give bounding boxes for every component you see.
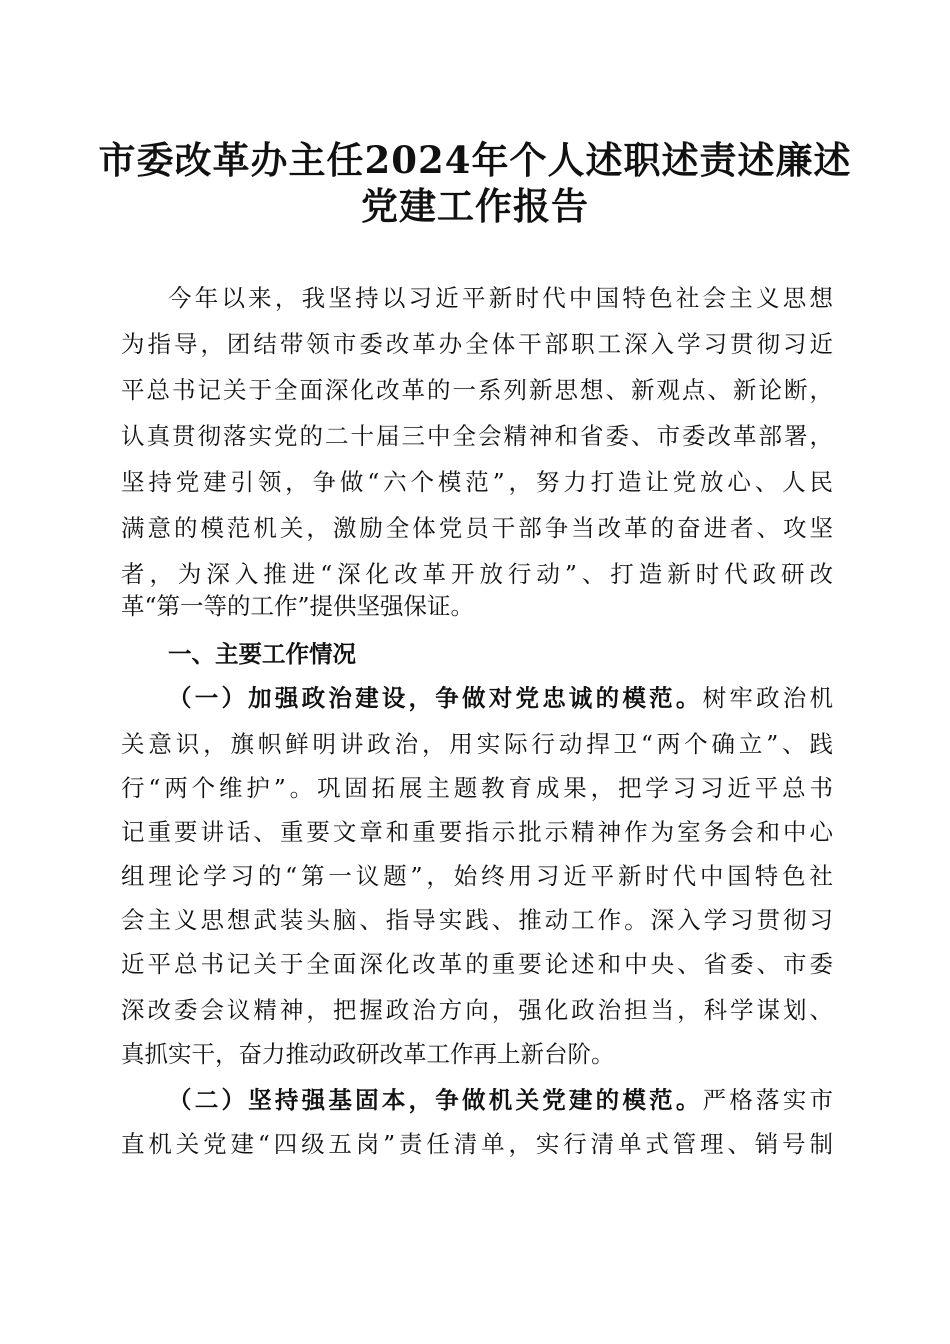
sub-1-heading: （一）加强政治建设，争做对党忠诚的模范。 xyxy=(168,684,703,712)
sub-2-line-2: 直机关党建“四级五岗”责任清单，实行清单式管理、销号制 xyxy=(121,1130,833,1158)
intro-line-7: 者，为深入推进“深化改革开放行动”、打造新时代政研改 xyxy=(121,560,833,588)
document-title-line-2: 党建工作报告 xyxy=(361,184,589,228)
intro-line-6: 满意的模范机关，激励全体党员干部争当改革的奋进者、攻坚 xyxy=(121,514,833,542)
sub-1-line-2: 关意识，旗帜鲜明讲政治，用实际行动捍卫“两个确立”、践 xyxy=(121,730,833,758)
intro-line-4: 认真贯彻落实党的二十届三中全会精神和省委、市委改革部署， xyxy=(121,422,833,450)
sub-2-first-line-rest: 严格落实市 xyxy=(702,1086,834,1114)
sub-1-line-9: 真抓实干，奋力推动政研改革工作再上新台阶。 xyxy=(121,1040,615,1068)
document-title-line-1: 市委改革办主任2024年个人述职述责述廉述 xyxy=(98,138,852,182)
sub-1-line-6: 会主义思想武装头脑、指导实践、推动工作。深入学习贯彻习 xyxy=(121,906,833,934)
sub-1-first-line-rest: 树牢政治机 xyxy=(702,684,834,712)
sub-1-line-3: 行“两个维护”。巩固拓展主题教育成果，把学习习近平总书 xyxy=(121,774,833,802)
sub-1-line-8: 深改委会议精神，把握政治方向，强化政治担当，科学谋划、 xyxy=(121,996,833,1024)
sub-1-first-line xyxy=(168,676,833,720)
sub-1-line-5: 组理论学习的“第一议题”，始终用习近平新时代中国特色社 xyxy=(121,862,833,890)
section-1-heading: 一、主要工作情况 xyxy=(168,640,356,668)
intro-line-5: 坚持党建引领，争做“六个模范”，努力打造让党放心、人民 xyxy=(121,468,833,496)
intro-line-1: 今年以来，我坚持以习近平新时代中国特色社会主义思想 xyxy=(168,284,833,312)
sub-2-heading: （二）坚持强基固本，争做机关党建的模范。 xyxy=(168,1086,703,1114)
sub-2-first-line xyxy=(168,1078,833,1122)
intro-line-2: 为指导，团结带领市委改革办全体干部职工深入学习贯彻习近 xyxy=(121,330,833,358)
intro-line-8: 革“第一等的工作”提供坚强保证。 xyxy=(121,592,475,620)
sub-1-line-4: 记重要讲话、重要文章和重要指示批示精神作为室务会和中心 xyxy=(121,818,833,846)
intro-line-3: 平总书记关于全面深化改革的一系列新思想、新观点、新论断， xyxy=(121,376,833,404)
sub-1-line-7: 近平总书记关于全面深化改革的重要论述和中央、省委、市委 xyxy=(121,950,833,978)
